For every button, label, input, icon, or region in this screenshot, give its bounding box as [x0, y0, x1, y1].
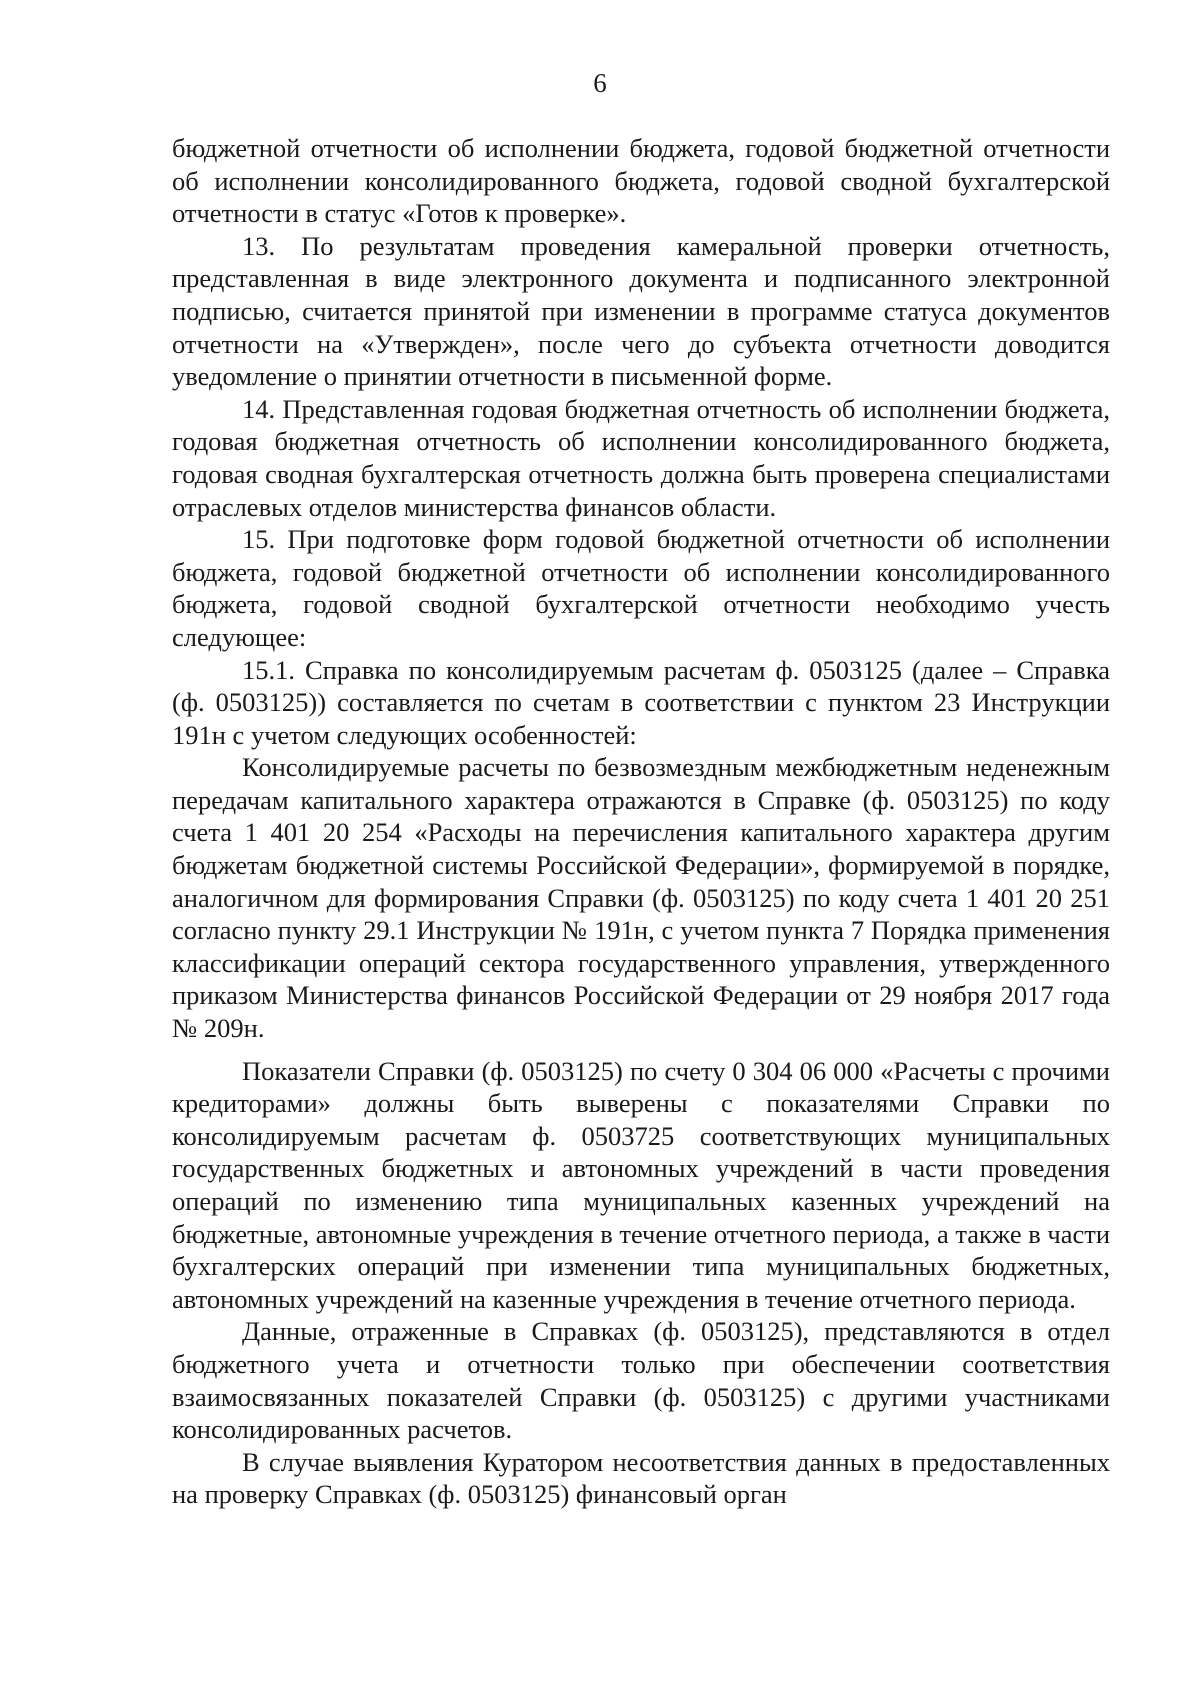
paragraph-13: 13. По результатам проведения камеральной проверки отчетность, представленная в виде электронного документа и подписанного электронной подписью, считается принятой при изменении в программе статуса документов отчетности на «Утвержден», после чего до субъекта отчетности доводится уведомление о принятии отчетности в письменной форме. — [172, 230, 1110, 392]
paragraph-continuation: бюджетной отчетности об исполнении бюджета, годовой бюджетной отчетности об исполнении консолидированного бюджета, годовой сводной бухгалтерской отчетности в статус «Готов к проверке». — [172, 133, 1110, 229]
paragraph-15: 15. При подготовке форм годовой бюджетной отчетности об исполнении бюджета, годовой бюджетной отчетности об исполнении консолидированного бюджета, годовой сводной бухгалтерской отчетности необходимо учесть следующее: — [172, 524, 1110, 652]
document-body — [172, 132, 1110, 1511]
paragraph-consolidated-transfers: Консолидируемые расчеты по безвозмездным межбюджетным неденежным передачам капитального характера отражаются в Справке (ф. 0503125) по коду счета 1 401 20 254 «Расходы на перечисления капитального характера другим бюджетам бюджетной системы Российской Федерации», формируемой в порядке, аналогичном для формирования Справки (ф. 0503125) по коду счета 1 401 20 251 согласно пункту 29.1 Инструкции № 191н, с учетом пункта 7 Порядка применения классификации операций сектора государственного управления, утвержденного приказом Министерства финансов Российской Федерации от 29 ноября 2017 года № 209н. — [172, 752, 1110, 1044]
page-number: 6 — [593, 68, 607, 98]
paragraph-discrepancy: В случае выявления Куратором несоответствия данных в предоставленных на проверку Справках (ф. 0503125) финансовый орган — [172, 1446, 1110, 1510]
paragraph-data-reflected: Данные, отраженные в Справках (ф. 0503125), представляются в отдел бюджетного учета и отчетности только при обеспечении соответствия взаимосвязанных показателей Справки (ф. 0503125) с другими участниками консолидированных расчетов. — [172, 1316, 1110, 1445]
paragraph-15-1: 15.1. Справка по консолидируемым расчетам ф. 0503125 (далее – Справка (ф. 0503125)) составляется по счетам в соответствии с пунктом 23 Инструкции 191н с учетом следующих особенностей: — [172, 654, 1110, 750]
paragraph-indicators: Показатели Справки (ф. 0503125) по счету 0 304 06 000 «Расчеты с прочими кредиторами» должны быть выверены с показателями Справки по консолидируемым расчетам ф. 0503725 соответствующих муниципальных государственных бюджетных и автономных учреждений в части проведения операций по изменению типа муниципальных казенных учреждений на бюджетные, автономные учреждения в течение отчетного периода, а также в части бухгалтерских операций при изменении типа муниципальных бюджетных, автономных учреждений на казенные учреждения в течение отчетного периода. — [172, 1055, 1110, 1314]
paragraph-14: 14. Представленная годовая бюджетная отчетность об исполнении бюджета, годовая бюджетная отчетность об исполнении консолидированного бюджета, годовая сводная бухгалтерская отчетность должна быть проверена специалистами отраслевых отделов министерства финансов области. — [172, 393, 1110, 522]
